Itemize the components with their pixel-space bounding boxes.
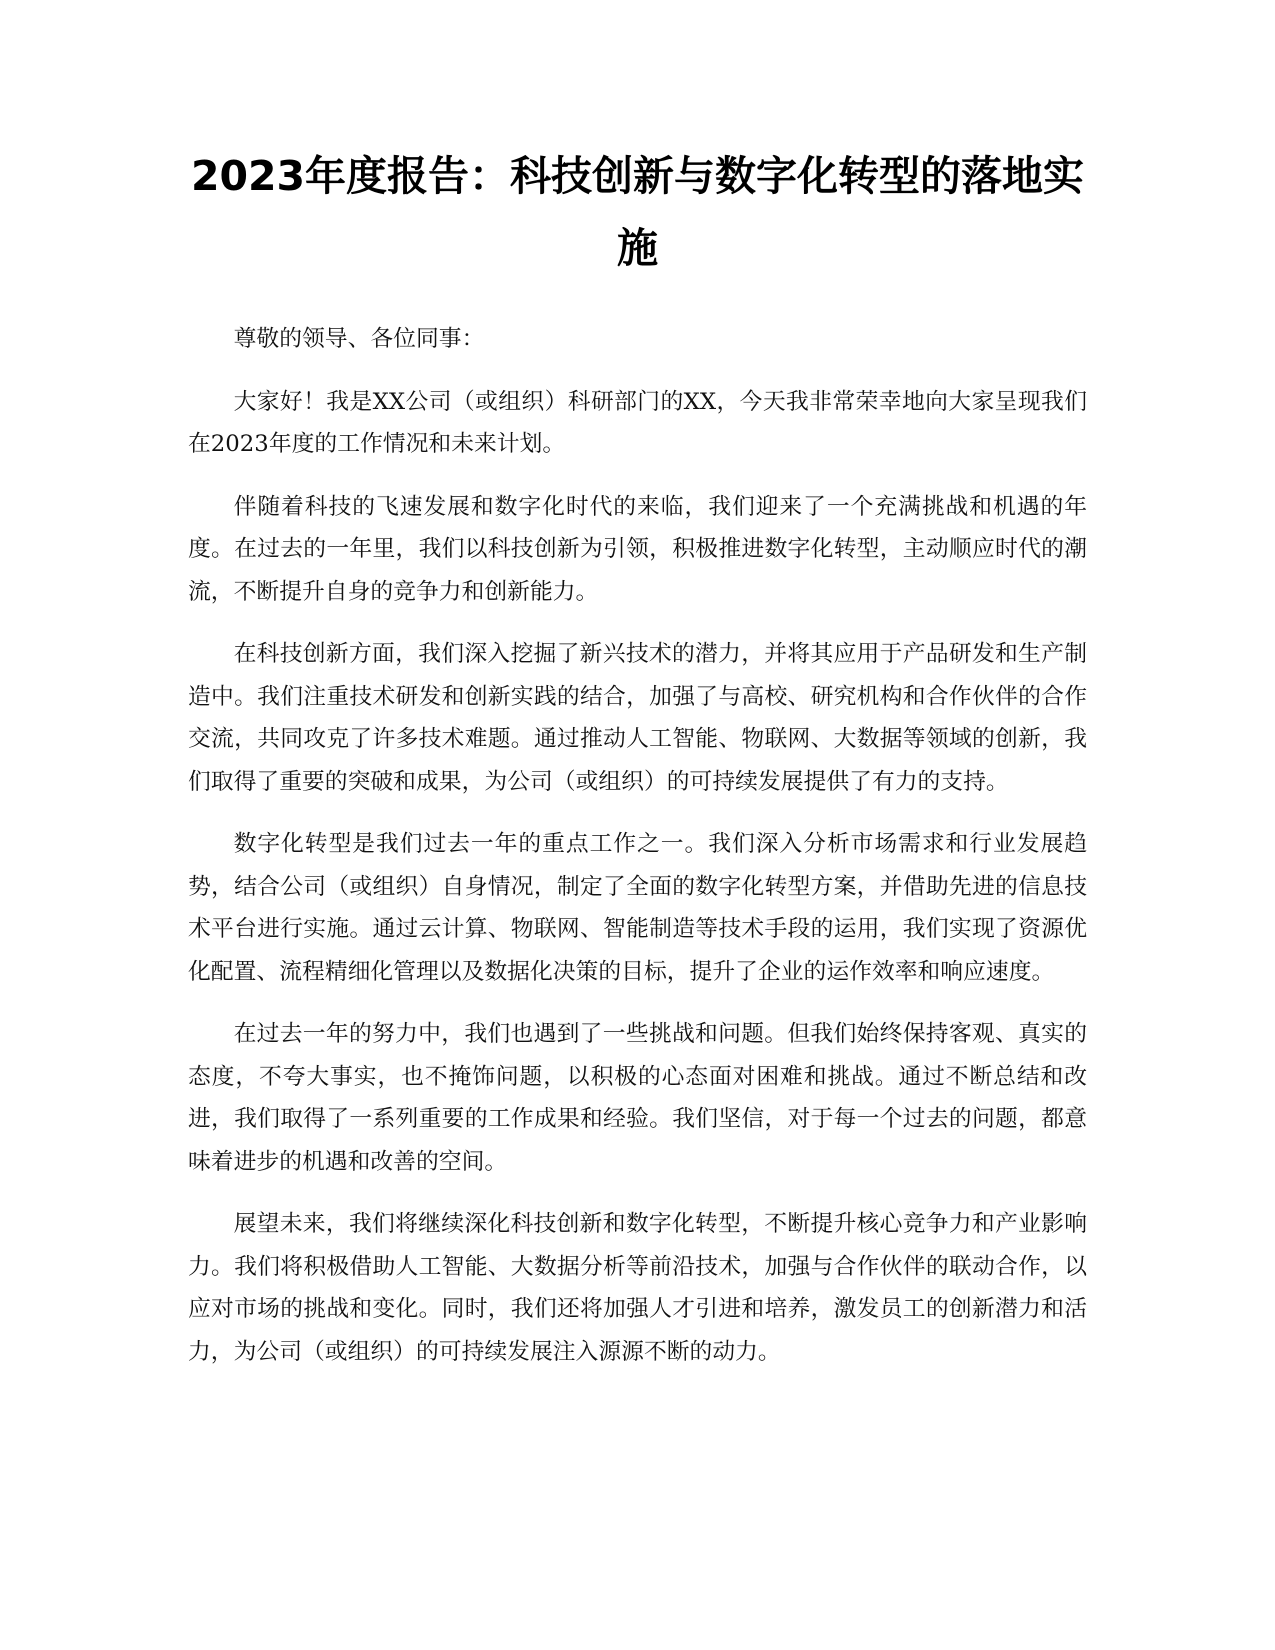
paragraph: 伴随着科技的飞速发展和数字化时代的来临，我们迎来了一个充满挑战和机遇的年度。在过去的一年里，我们以科技创新为引领，积极推进数字化转型，主动顺应时代的潮流，不断提升自身的竞争力和创新能力。 <box>188 493 1087 605</box>
paragraph: 展望未来，我们将继续深化科技创新和数字化转型，不断提升核心竞争力和产业影响力。我们将积极借助人工智能、大数据分析等前沿技术，加强与合作伙伴的联动合作，以应对市场的挑战和变化。同时，我们还将加强人才引进和培养，激发员工的创新潜力和活力，为公司（或组织）的可持续发展注入源源不断的动力。 <box>188 1211 1087 1365</box>
paragraph: 大家好！我是XX公司（或组织）科研部门的XX，今天我非常荣幸地向大家呈现我们在2023年度的工作情况和未来计划。 <box>188 388 1087 457</box>
paragraph: 在过去一年的努力中，我们也遇到了一些挑战和问题。但我们始终保持客观、真实的态度，不夸大事实，也不掩饰问题，以积极的心态面对困难和挑战。通过不断总结和改进，我们取得了一系列重要的工作成果和经验。我们坚信，对于每一个过去的问题，都意味着进步的机遇和改善的空间。 <box>188 1021 1087 1175</box>
paragraph: 数字化转型是我们过去一年的重点工作之一。我们深入分析市场需求和行业发展趋势，结合公司（或组织）自身情况，制定了全面的数字化转型方案，并借助先进的信息技术平台进行实施。通过云计算、物联网、智能制造等技术手段的运用，我们实现了资源优化配置、流程精细化管理以及数据化决策的目标，提升了企业的运作效率和响应速度。 <box>188 831 1087 985</box>
paragraph: 在科技创新方面，我们深入挖掘了新兴技术的潜力，并将其应用于产品研发和生产制造中。我们注重技术研发和创新实践的结合，加强了与高校、研究机构和合作伙伴的合作交流，共同攻克了许多技术难题。通过推动人工智能、物联网、大数据等领域的创新，我们取得了重要的突破和成果，为公司（或组织）的可持续发展提供了有力的支持。 <box>188 641 1087 795</box>
paragraph-salutation: 尊敬的领导、各位同事： <box>233 326 485 352</box>
document-title: 2023年度报告：科技创新与数字化转型的落地实施 <box>190 152 1085 272</box>
document-body <box>188 318 1087 1393</box>
